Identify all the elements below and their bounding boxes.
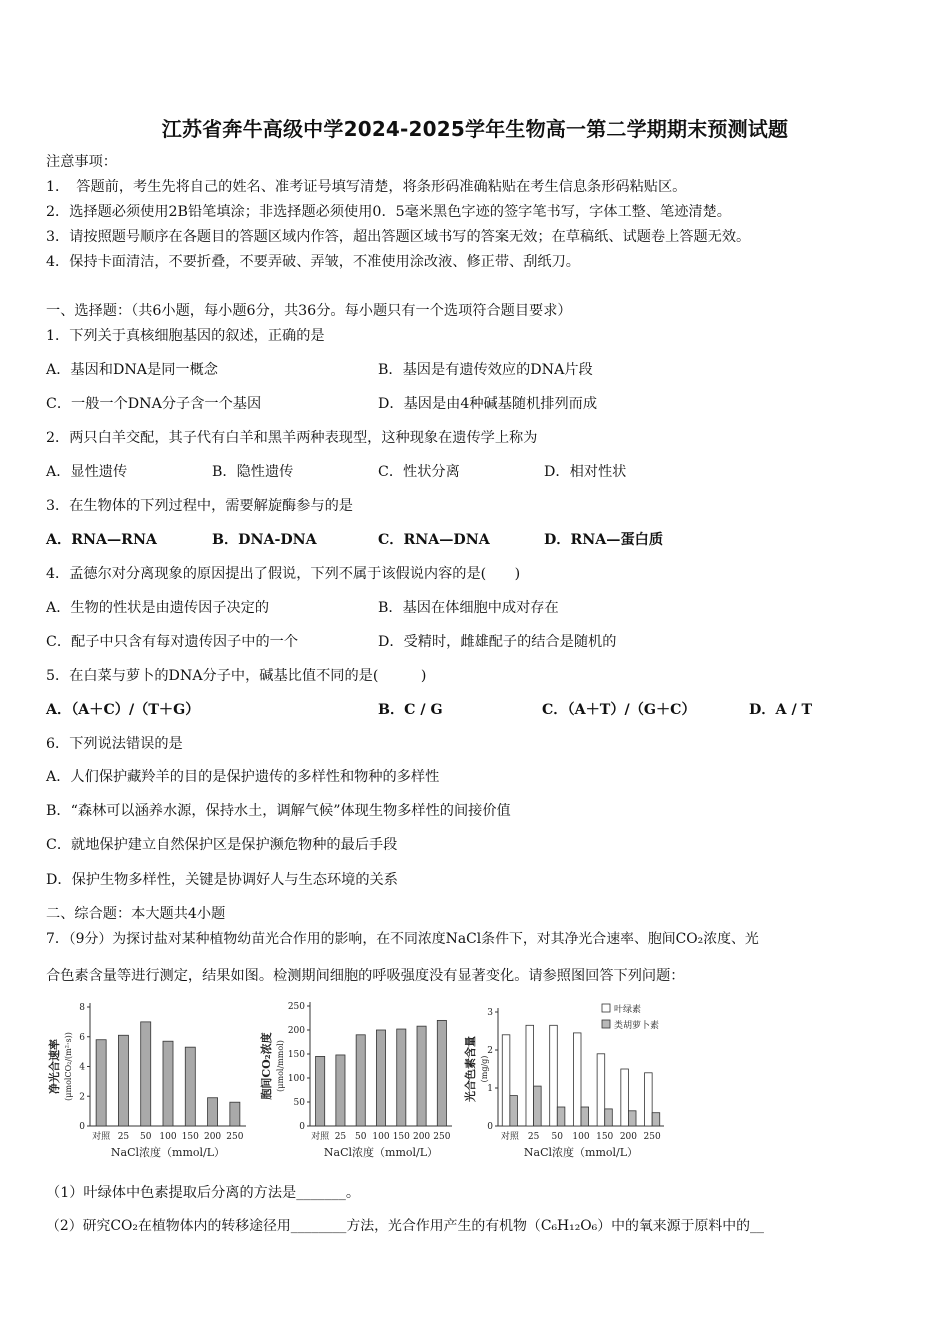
q7-stem-line2: 合色素含量等进行测定，结果如图。检测期间细胞的呼吸强度没有显著变化。请参照图回答下列问题： <box>46 968 685 984</box>
x-tick-label: 50 <box>139 1132 152 1142</box>
q5-option-c: C．（A＋T）/（G＋C） <box>542 702 696 718</box>
x-axis-title: NaCl浓度（mmol/L） <box>110 1146 226 1159</box>
bar-chlorophyll <box>645 1073 653 1126</box>
x-tick-label: 150 <box>596 1132 614 1142</box>
q2-option-b: B．隐性遗传 <box>212 464 294 480</box>
bar-chlorophyll <box>621 1069 629 1126</box>
bar <box>336 1055 345 1126</box>
y-tick-label: 2 <box>487 1046 493 1056</box>
q1-option-c: C．一般一个DNA分子含一个基因 <box>46 396 262 412</box>
q3-option-c: C．RNA—DNA <box>378 532 490 548</box>
legend-swatch <box>602 1020 610 1028</box>
y-tick-label: 8 <box>79 1003 85 1013</box>
x-tick-label: 25 <box>334 1132 347 1142</box>
page-title: 江苏省奔牛高级中学2024-2025学年生物高一第二学期期末预测试题 <box>161 117 789 141</box>
y-axis-title: 净光合速率 <box>48 1039 61 1094</box>
bar <box>230 1102 240 1126</box>
x-axis-title: NaCl浓度（mmol/L） <box>523 1146 639 1159</box>
chart-intercellular-co2-svg <box>258 996 458 1166</box>
y-tick-label: 4 <box>79 1062 85 1073</box>
bar <box>376 1030 385 1126</box>
bar <box>316 1056 325 1126</box>
bar <box>208 1098 218 1126</box>
bar <box>437 1020 446 1126</box>
chart-net-photosynthesis <box>46 996 256 1166</box>
x-tick-label: 25 <box>117 1132 130 1142</box>
y-tick-label: 3 <box>487 1008 493 1018</box>
y-tick-label: 50 <box>293 1098 305 1108</box>
x-tick-label: 100 <box>159 1132 177 1142</box>
bar <box>118 1035 128 1126</box>
bar <box>417 1026 426 1126</box>
q1-option-d: D．基因是由4种碱基随机排列而成 <box>378 396 598 412</box>
y-axis-unit: (mg/g) <box>480 1055 489 1083</box>
x-axis-title: NaCl浓度（mmol/L） <box>323 1146 439 1159</box>
y-tick-label: 0 <box>299 1122 305 1132</box>
legend-label: 类胡萝卜素 <box>614 1021 660 1031</box>
x-tick-label: 50 <box>551 1132 564 1142</box>
bar-carotenoid <box>581 1107 589 1126</box>
bar-carotenoid <box>628 1111 636 1126</box>
notice-item-1: 1． 答题前，考生先将自己的姓名、准考证号填写清楚，将条形码准确粘贴在考生信息条形码粘贴区。 <box>46 179 687 195</box>
q5-stem: 5．在白菜与萝卜的DNA分子中，碱基比值不同的是( ) <box>46 668 427 684</box>
x-tick-label: 50 <box>354 1132 367 1142</box>
q4-option-a: A．生物的性状是由遗传因子决定的 <box>46 600 270 616</box>
x-tick-label: 250 <box>226 1132 244 1142</box>
section1-heading: 一、选择题：（共6小题，每小题6分，共36分。每小题只有一个选项符合题目要求） <box>46 303 572 319</box>
section2-heading: 二、综合题：本大题共4小题 <box>46 906 226 922</box>
q7-stem-line1: 7．（9分）为探讨盐对某种植物幼苗光合作用的影响，在不同浓度NaCl条件下，对其净光合速率、胞间CO₂浓度、光 <box>46 931 759 947</box>
y-tick-label: 100 <box>287 1074 305 1084</box>
y-tick-label: 200 <box>287 1026 305 1036</box>
y-axis-unit: (μmolCO₂/(m²·s)) <box>64 1032 73 1101</box>
q2-stem: 2．两只白羊交配，其子代有白羊和黑羊两种表现型，这种现象在遗传学上称为 <box>46 430 538 446</box>
bar-chlorophyll <box>573 1033 581 1126</box>
q4-stem: 4．孟德尔对分离现象的原因提出了假说，下列不属于该假说内容的是( ) <box>46 566 521 582</box>
q3-stem: 3．在生物体的下列过程中，需要解旋酶参与的是 <box>46 498 353 514</box>
q7-sub1: （1）叶绿体中色素提取后分离的方法是_______。 <box>46 1185 361 1201</box>
notice-heading: 注意事项： <box>46 154 117 170</box>
q1-option-a: A．基因和DNA是同一概念 <box>46 362 218 378</box>
q4-option-b: B．基因在体细胞中成对存在 <box>378 600 559 616</box>
x-tick-label: 200 <box>412 1132 431 1142</box>
bar-carotenoid <box>534 1086 542 1126</box>
chart-intercellular-co2 <box>258 996 458 1166</box>
y-axis-unit: (μmol/mmol) <box>276 1040 285 1092</box>
x-tick-label: 250 <box>643 1132 661 1142</box>
x-tick-label: 25 <box>527 1132 540 1142</box>
q6-stem: 6．下列说法错误的是 <box>46 736 183 752</box>
q6-option-d: D．保护生物多样性，关键是协调好人与生态环境的关系 <box>46 872 398 888</box>
x-tick-label: 对照 <box>500 1132 519 1142</box>
bar <box>397 1029 406 1126</box>
legend-label: 叶绿素 <box>614 1005 642 1015</box>
y-tick-label: 150 <box>287 1050 305 1060</box>
q3-option-d: D．RNA—蛋白质 <box>544 532 664 548</box>
q2-option-a: A．显性遗传 <box>46 464 128 480</box>
y-tick-label: 0 <box>487 1122 493 1132</box>
bar-carotenoid <box>652 1113 660 1126</box>
q4-option-d: D．受精时，雌雄配子的结合是随机的 <box>378 634 617 650</box>
y-tick-label: 250 <box>287 1002 305 1012</box>
q6-option-a: A．人们保护藏羚羊的目的是保护遗传的多样性和物种的多样性 <box>46 769 440 785</box>
q4-option-c: C．配子中只含有每对遗传因子中的一个 <box>46 634 299 650</box>
x-tick-label: 100 <box>372 1132 390 1142</box>
bar <box>96 1040 106 1126</box>
q3-option-a: A．RNA—RNA <box>46 532 157 548</box>
bar <box>356 1035 365 1126</box>
bar-carotenoid <box>557 1107 565 1126</box>
y-tick-label: 1 <box>487 1084 493 1094</box>
bar <box>163 1041 173 1126</box>
q7-sub2: （2）研究CO₂在植物体内的转移途径用________方法，光合作用产生的有机物（C₆H₁₂O₆）中的氧来源于原料中的__ <box>46 1218 764 1234</box>
q6-option-c: C．就地保护建立自然保护区是保护濒危物种的最后手段 <box>46 837 398 853</box>
q6-option-b: B．“森林可以涵养水源，保持水土，调解气候”体现生物多样性的间接价值 <box>46 803 511 819</box>
q5-option-d: D．A / T <box>749 702 813 718</box>
bar-chlorophyll <box>597 1054 605 1126</box>
y-tick-label: 2 <box>79 1092 85 1103</box>
q1-stem: 1．下列关于真核细胞基因的叙述，正确的是 <box>46 328 325 344</box>
x-tick-label: 对照 <box>92 1132 111 1142</box>
q2-option-d: D．相对性状 <box>544 464 627 480</box>
x-tick-label: 150 <box>181 1132 199 1142</box>
notice-item-3: 3．请按照题号顺序在各题目的答题区域内作答，超出答题区域书写的答案无效；在草稿纸、试题卷上答题无效。 <box>46 229 751 245</box>
chart-pigment-content <box>462 996 674 1166</box>
y-tick-label: 0 <box>79 1122 85 1132</box>
bar-carotenoid <box>605 1109 613 1126</box>
x-tick-label: 对照 <box>311 1132 330 1142</box>
q1-option-b: B．基因是有遗传效应的DNA片段 <box>378 362 593 378</box>
chart-net-photosynthesis-svg <box>46 996 256 1166</box>
bar <box>185 1047 195 1126</box>
bar-chlorophyll <box>526 1025 534 1126</box>
y-tick-label: 6 <box>79 1032 85 1043</box>
q2-option-c: C．性状分离 <box>378 464 460 480</box>
q5-option-b: B．C / G <box>378 702 443 718</box>
bar <box>141 1022 151 1126</box>
q5-option-a: A．（A＋C）/（T＋G） <box>46 702 200 718</box>
bar-carotenoid <box>510 1096 518 1126</box>
x-tick-label: 150 <box>392 1132 410 1142</box>
x-tick-label: 100 <box>572 1132 590 1142</box>
q3-option-b: B．DNA-DNA <box>212 532 317 548</box>
legend-swatch <box>602 1004 610 1012</box>
x-tick-label: 200 <box>203 1132 222 1142</box>
y-axis-title: 光合色素含量 <box>464 1036 477 1102</box>
notice-item-4: 4．保持卡面清洁，不要折叠，不要弄破、弄皱，不准使用涂改液、修正带、刮纸刀。 <box>46 254 580 270</box>
notice-item-2: 2．选择题必须使用2B铅笔填涂；非选择题必须使用0．5毫米黑色字迹的签字笔书写，字体工整、笔迹清楚。 <box>46 204 731 220</box>
chart-pigment-content-svg <box>462 996 674 1166</box>
y-axis-title: 胞间CO₂浓度 <box>260 1032 273 1100</box>
bar-chlorophyll <box>550 1025 558 1126</box>
bar-chlorophyll <box>502 1035 510 1126</box>
x-tick-label: 200 <box>619 1132 638 1142</box>
x-tick-label: 250 <box>433 1132 451 1142</box>
